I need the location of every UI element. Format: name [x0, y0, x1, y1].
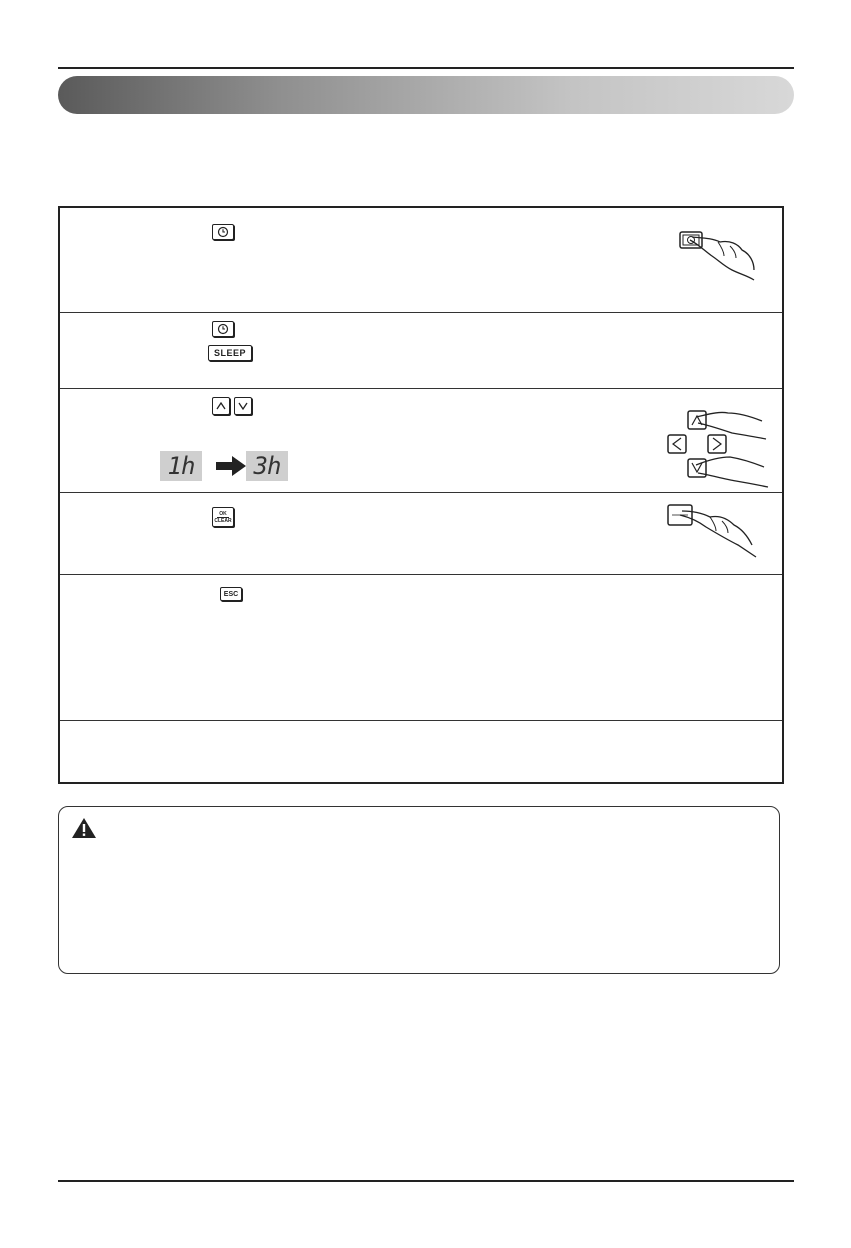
sleep-key-icon: SLEEP	[208, 345, 252, 361]
esc-key-icon: ESC	[220, 587, 242, 601]
display-before: 1h	[160, 451, 202, 481]
caution-box	[58, 806, 780, 974]
bottom-rule	[58, 1180, 794, 1182]
hand-pressing-clock-button-icon	[678, 222, 760, 284]
steps-table	[58, 206, 784, 784]
step-row-3	[60, 389, 782, 493]
up-arrow-key-icon	[212, 397, 230, 415]
step-row-6	[60, 721, 782, 782]
display-after: 3h	[246, 451, 288, 481]
step-row-5	[60, 575, 782, 721]
top-rule	[58, 67, 794, 69]
step-row-1	[60, 208, 782, 313]
section-header-bar	[58, 76, 794, 114]
clock-key-icon	[212, 321, 234, 337]
hand-pressing-arrow-pad-icon	[666, 403, 770, 489]
hand-pressing-ok-clear-icon	[666, 503, 760, 559]
clock-key-icon	[212, 224, 234, 240]
warning-triangle-icon	[71, 817, 97, 839]
step-row-4	[60, 493, 782, 575]
arrow-right-icon	[215, 455, 247, 477]
step-row-2	[60, 313, 782, 389]
down-arrow-key-icon	[234, 397, 252, 415]
ok-clear-key-icon: OK CLEAR	[212, 507, 234, 527]
